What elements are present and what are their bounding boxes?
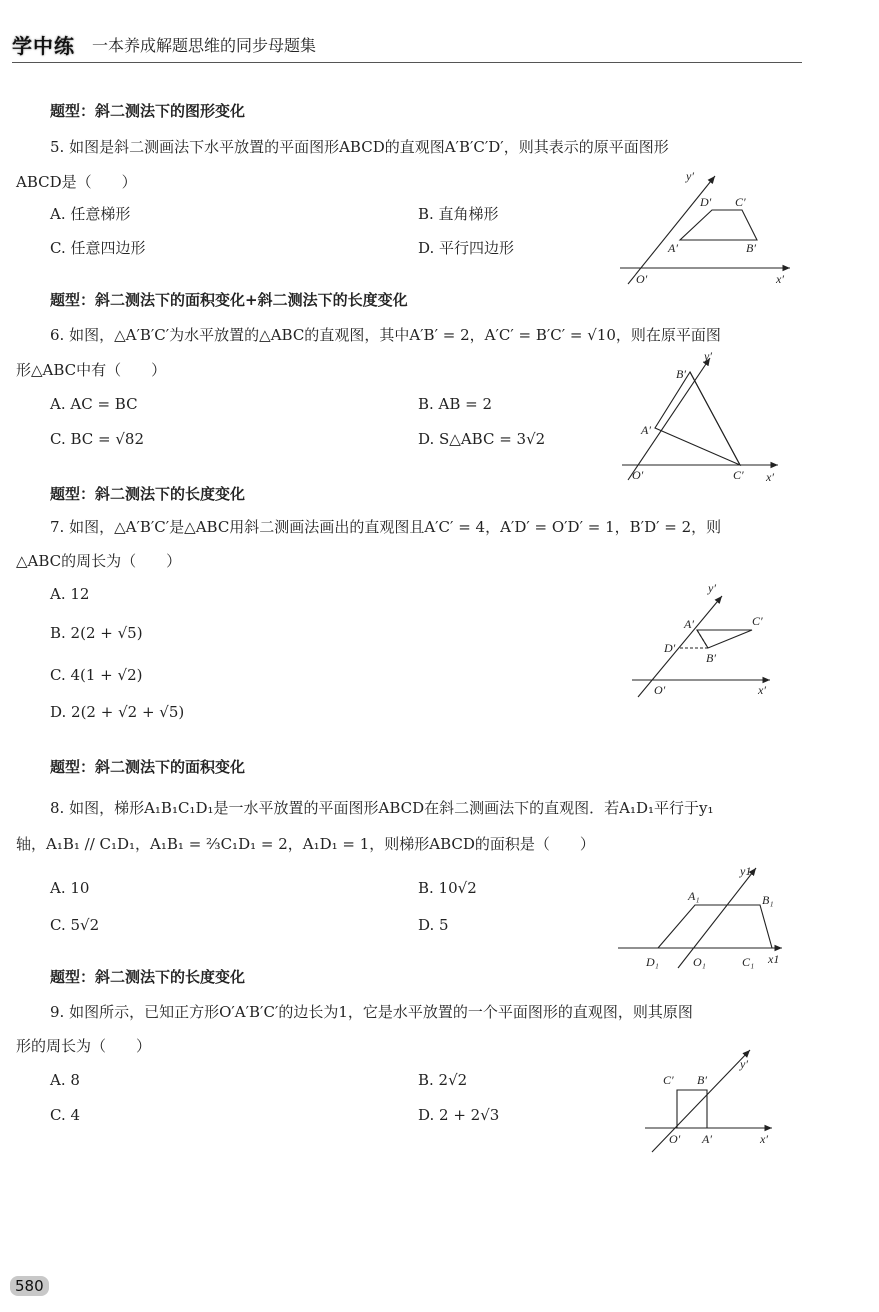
- figure-q6: [622, 349, 778, 484]
- option-d: D. S△ABC = 3√2: [418, 430, 546, 448]
- label: A′: [668, 241, 678, 255]
- question-9-line1: 9. 如图所示，已知正方形O′A′B′C′的边长为1，它是水平放置的一个平面图形的直观图，则其原图: [50, 1003, 693, 1021]
- section-heading: 题型：斜二测法下的面积变化+斜二测法下的长度变化: [50, 291, 408, 309]
- label: O′: [632, 468, 644, 482]
- label: x′: [758, 683, 766, 697]
- label: x′: [766, 470, 774, 484]
- label: x′: [760, 1132, 768, 1146]
- option-d: D. 2(2 + √2 + √5): [50, 703, 185, 721]
- label: O′: [636, 272, 648, 286]
- option-a: A. AC = BC: [50, 395, 138, 413]
- label: y′: [740, 1057, 748, 1071]
- option-c: C. 4(1 + √2): [50, 666, 143, 684]
- option-d: D. 2 + 2√3: [418, 1106, 500, 1124]
- question-7-line2: △ABC的周长为（ ）: [16, 552, 182, 570]
- label: B₁: [762, 893, 774, 907]
- option-c: C. 4: [50, 1106, 81, 1124]
- label: A′: [702, 1132, 712, 1146]
- label: D′: [700, 195, 712, 209]
- option-a: A. 8: [50, 1071, 80, 1089]
- question-8-line1: 8. 如图，梯形A₁B₁C₁D₁是一水平放置的平面图形ABCD在斜二测画法下的直观图．若A₁D₁平行于y₁: [50, 799, 714, 817]
- question-6-line1: 6. 如图，△A′B′C′为水平放置的△ABC的直观图，其中A′B′ = 2，A′C′ = B′C′ = √10，则在原平面图: [50, 326, 721, 344]
- label: x1: [768, 952, 780, 966]
- figure-q9: [645, 1050, 772, 1152]
- option-b: B. 10√2: [418, 879, 477, 897]
- label: C′: [733, 468, 744, 482]
- label: O′: [669, 1132, 681, 1146]
- option-a: A. 12: [50, 585, 90, 603]
- question-8-line2: 轴，A₁B₁ // C₁D₁，A₁B₁ = ⅔C₁D₁ = 2，A₁D₁ = 1，则梯形ABCD的面积是（ ）: [16, 835, 595, 853]
- label: C′: [752, 614, 763, 628]
- question-7-line1: 7. 如图，△A′B′C′是△ABC用斜二测画法画出的直观图且A′C′ = 4，A′D′ = O′D′ = 1，B′D′ = 2，则: [50, 518, 722, 536]
- option-d: D. 5: [418, 916, 449, 934]
- figure-q5: [620, 169, 790, 286]
- figure-q8: [618, 864, 782, 969]
- section-heading: 题型：斜二测法下的长度变化: [50, 485, 246, 503]
- label: x′: [776, 272, 784, 286]
- section-heading: 题型：斜二测法下的长度变化: [50, 968, 246, 986]
- section-heading: 题型：斜二测法下的面积变化: [50, 758, 246, 776]
- label: C₁: [742, 955, 755, 969]
- option-a: A. 任意梯形: [50, 205, 131, 223]
- label: B′: [706, 651, 716, 665]
- option-d: D. 平行四边形: [418, 239, 515, 257]
- label: D′: [664, 641, 676, 655]
- page-number: 580: [10, 1276, 49, 1296]
- label: O₁: [693, 955, 706, 969]
- label: y1: [740, 864, 752, 878]
- label: B′: [746, 241, 756, 255]
- label: A′: [684, 617, 694, 631]
- question-6-line2: 形△ABC中有（ ）: [16, 361, 167, 379]
- label: B′: [697, 1073, 707, 1087]
- label: y′: [686, 169, 694, 183]
- label: C′: [735, 195, 746, 209]
- label: D₁: [646, 955, 659, 969]
- label: y′: [704, 349, 712, 363]
- section-heading: 题型：斜二测法下的图形变化: [50, 102, 246, 120]
- option-b: B. AB = 2: [418, 395, 493, 413]
- question-5-line2: ABCD是（ ）: [16, 173, 137, 191]
- book-logo: 学中练: [12, 34, 75, 58]
- option-a: A. 10: [50, 879, 90, 897]
- label: C′: [663, 1073, 674, 1087]
- book-subtitle: 一本养成解题思维的同步母题集: [92, 36, 317, 55]
- option-c: C. BC = √82: [50, 430, 145, 448]
- label: y′: [708, 581, 716, 595]
- label: B′: [676, 367, 686, 381]
- option-b: B. 2(2 + √5): [50, 624, 143, 642]
- question-5-line1: 5. 如图是斜二测画法下水平放置的平面图形ABCD的直观图A′B′C′D′，则其表示的原平面图形: [50, 138, 669, 156]
- option-c: C. 任意四边形: [50, 239, 146, 257]
- option-b: B. 2√2: [418, 1071, 468, 1089]
- label: A′: [641, 423, 651, 437]
- figure-q7: [632, 581, 770, 697]
- question-9-line2: 形的周长为（ ）: [16, 1037, 152, 1055]
- label: A₁: [688, 889, 700, 903]
- option-c: C. 5√2: [50, 916, 100, 934]
- option-b: B. 直角梯形: [418, 205, 499, 223]
- label: O′: [654, 683, 666, 697]
